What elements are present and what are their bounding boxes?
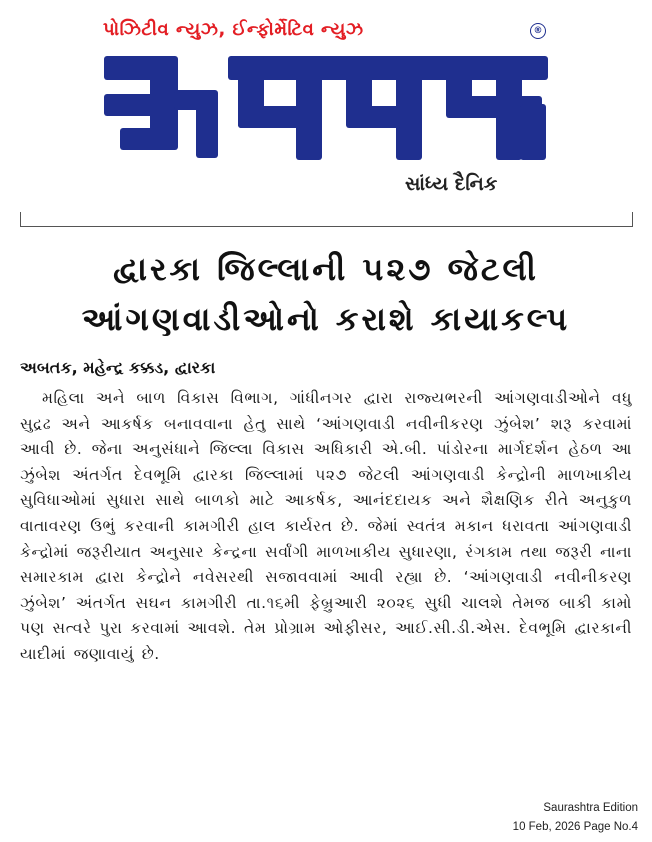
divider-right (632, 212, 633, 227)
registered-trademark-icon: ® (530, 23, 546, 39)
divider-rule (20, 226, 632, 227)
page-footer (513, 799, 638, 837)
masthead (0, 0, 652, 215)
logo-glyph-1 (104, 56, 218, 158)
date-page-label: 10 Feb, 2026 Page No.4 (512, 821, 638, 833)
edition-label: Saurashtra Edition (543, 802, 638, 814)
article-body: મહિલા અને બાળ વિકાસ વિભાગ, ગાંધીનગર દ્વારા રાજ્યભરની આંગણવાડીઓને વધુ સુદ્રઢ અને આકર્ષક બનાવવાના હેતુ સાથે ‘આંગણવાડી નવીનીકરણ ઝુંબેશ’ શરૂ કરવામાં આવી છે. જેના અનુસંધાને જિલ્લા વિકાસ અધિકારી એ.બી. પાંડોરના માર્ગદર્શન હેઠળ આ ઝુંબેશ અંતર્ગત દેવભૂમિ દ્વારકા જિલ્લામાં ૫૨૭ જેટલી આંગણવાડી કેન્દ્રોની માળખાકીય સુવિધાઓમાં સુધારા સાથે બાળકો માટે આકર્ષક, આનંદદાયક અને શૈક્ષણિક રીતે અનુકુળ વાતાવરણ ઉભું કરવાની કામગીરી હાલ કાર્યરત છે. જેમાં સ્વતંત્ર મકાન ધરાવતા આંગણવાડી કેન્દ્રોમાં જરૂરીયાત અનુસાર કેન્દ્રના સર્વાંગી માળખાકીય સુધારણા, રંગકામ તથા જરૂરી નાના સમારકામ દ્વારા કેન્દ્રોને નવેસરથી સજાવવામાં આવી રહ્યા છે. ‘આંગણવાડી નવીનીકરણ ઝુંબેશ’ અંતર્ગત સઘન કામગીરી તા.૧૬મી ફેબ્રુઆરી ૨૦૨૬ સુધી ચાલશે તેમજ બાકી કામો પણ સત્વરે પુરા કરવામાં આવશે. તેમ પ્રોગ્રામ ઓફીસર, આઈ.સી.ડી.એસ. દેવભૂમિ દ્વારકાની યાદીમાં જણાવાયું છે. (20, 389, 632, 663)
article-dateline: અબતક, મહેન્દ્ર કક્કડ, દ્વારકા (20, 358, 216, 377)
newspaper-logo (100, 44, 550, 172)
masthead-subtitle: સાંધ્ય દૈનિક (405, 173, 498, 195)
divider-left (20, 212, 21, 227)
headline-line-1: દ્વારકા જિલ્લાની ૫૨૭ જેટલી (113, 250, 539, 288)
masthead-tagline: પોઝિટીવ ન્યુઝ, ઈન્ફોર્મેટિવ ન્યુઝ (103, 19, 364, 40)
article-headline (20, 244, 632, 344)
headline-line-2: આંગણવાડીઓનો કરાશે કાયાકલ્પ (81, 300, 571, 338)
